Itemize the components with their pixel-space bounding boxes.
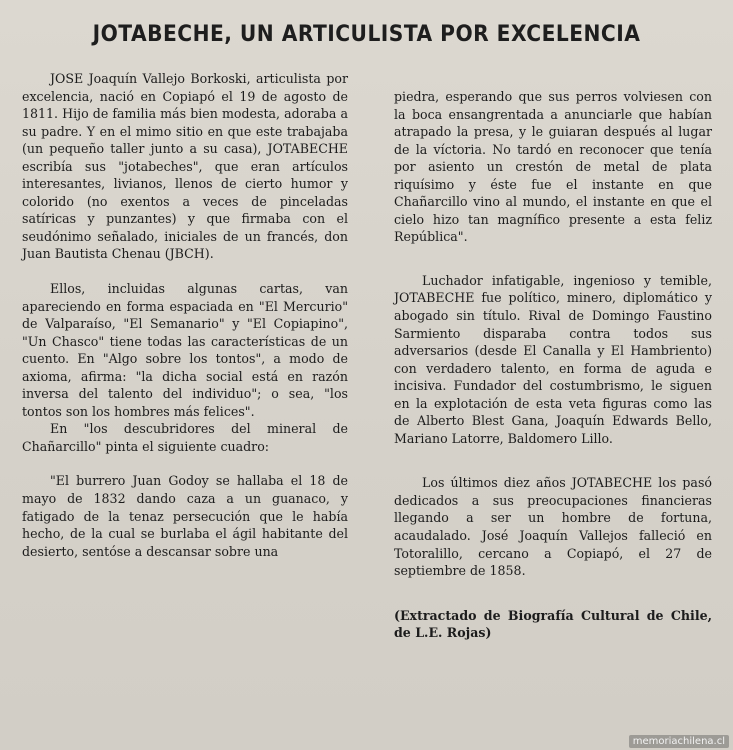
paragraph-chanarcillo-intro: En "los descubridores del mineral de Chañarcillo" pinta el siguiente cuadro: bbox=[22, 421, 348, 454]
watermark-text: memoriachilena.cl bbox=[629, 735, 729, 748]
left-column bbox=[22, 70, 348, 560]
article-title: JOTABECHE, UN ARTICULISTA POR EXCELENCIA bbox=[92, 22, 641, 47]
citation-source: (Extractado de Biografía Cultural de Chile, de L.E. Rojas) bbox=[394, 607, 712, 641]
paragraph-quote-end: piedra, esperando que sus perros volviesen con la boca ensangrentada a anunciarle que habían atrapado la presa, y le guiaran después al lugar de la víctoria. No tardó en reconocer que tenía por asiento un crestón de metal de plata riquísimo y éste fue el instante en que Chañarcillo vino al mundo, el instante en que el cielo hizo tan magnífico presente a esta feliz República". bbox=[394, 89, 712, 245]
paragraph-final-years: Los últimos diez años JOTABECHE los pasó dedicados a sus preocupaciones financieras llegando a ser un hombre de fortuna, acaudalado. José Joaquín Vallejos falleció en Totoralillo, cercano a Copiapó, el 27 de septiembre de 1858. bbox=[394, 475, 712, 579]
paragraph-career: Luchador infatigable, ingenioso y temible, JOTABECHE fue político, minero, diplomático y abogado sin título. Rival de Domingo Faustino Sarmiento disparaba contra todos sus adversarios (desde El Canalla y El Hambriento) con verdadero talento, en forma de aguda e incisiva. Fundador del costumbrismo, le siguen en la explotación de esta veta figuras como las de Alberto Blest Gana, Joaquín Edwards Bello, Mariano Latorre, Baldomero Lillo. bbox=[394, 272, 712, 446]
paragraph-biography: JOSE Joaquín Vallejo Borkoski, articulista por excelencia, nació en Copiapó el 19 de agosto de 1811. Hijo de familia más bien modesta, adoraba a su padre. Y en el mimo sitio en que este trabajaba (un pequeño taller junto a su casa), JOTABECHE escribía sus "jotabeches", que eran artículos interesantes, livianos, llenos de cierto humor y colorido (no exentos a veces de pinceladas satíricas y punzantes) y que firmaba con el seudónimo señalado, iniciales de un francés, don Juan Bautista Chenau (JBCH). bbox=[22, 71, 348, 262]
paragraph-publications: Ellos, incluidas algunas cartas, van apareciendo en forma espaciada en "El Mercurio" de Valparaíso, "El Semanario" y "El Copiapino", "Un Chasco" tiene todas las características de un cuento. En "Algo sobre los tontos", a modo de axioma, afirma: "la dicha social está en razón inversa del talento del individuo"; o sea, "los tontos son los hombres más felices". bbox=[22, 281, 348, 419]
right-column bbox=[394, 88, 712, 642]
paragraph-quote-start: "El burrero Juan Godoy se hallaba el 18 de mayo de 1832 dando caza a un guanaco, y fatigado de la tenaz persecución que le había hecho, de la cual se burlaba el ágil habitante del desierto, sentóse a descansar sobre una bbox=[22, 473, 348, 559]
